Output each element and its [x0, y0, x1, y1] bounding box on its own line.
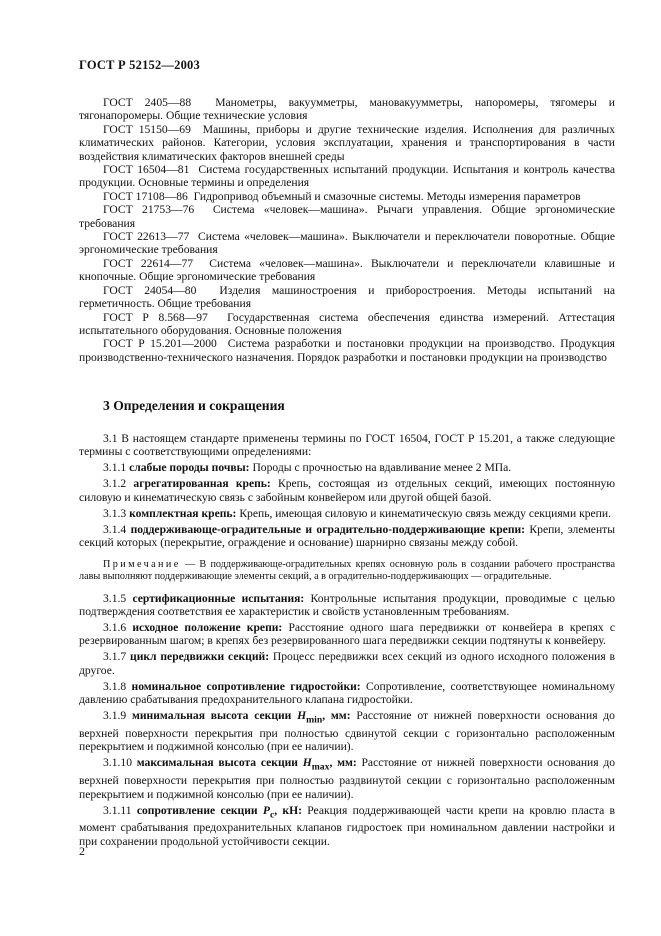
reference-item: ГОСТ 22614—77 Система «человек—машина». Выключатели и переключатели клавишные и кнопочные. Общие эргономические требования [79, 256, 616, 284]
reference-item: ГОСТ 22613—77 Система «человек—машина». Выключатели и переключатели поворотные. Общие эргономические требования [79, 230, 615, 257]
term-item: 3.1.9 минимальная высота секции $H_{min}$, мм: Расстояние от нижней поверхности основания до верхней поверхности перекрытия при полностью сдвинутой секции с горизонтально расположенным перекрытием и поджимной консолью (при ее наличии). [79, 709, 615, 754]
term-item: 3.1.4 поддерживающе-оградительные и оградительно-поддерживающие крепи: Крепи, элементы секций которых (перекрытие, ограждение и основание) шарнирно связаны между собой. [79, 522, 616, 550]
term-item: 3.1.8 номинальное сопротивление гидростойки: Сопротивление, соответствующее номинальному давлению срабатывания предохранительного клапана гидростойки. [79, 679, 616, 707]
term-item: 3.1.5 сертификационные испытания: Контрольные испытания продукции, проводимые с целью подтверждения соответствия ее характеристик и свойств установленным требованиям. [79, 591, 615, 619]
reference-item: ГОСТ 24054—80 Изделия машиностроения и приборостроения. Методы испытаний на герметичность. Общие требования [79, 283, 615, 311]
note: Примечание — В поддерживающе-оградительных крепях основную роль в создании рабочего пространства лавы выполняют поддерживающие элементы секций, а в оградительно-поддерживающих — оградительные. [79, 558, 616, 582]
term-item: 3.1.6 исходное положение крепи: Расстояние одного шага передвижки от конвейера в крепях с резервированным шагом; в крепях без резервированного шага передвижки секции подтянуты к конвейеру. [79, 621, 616, 648]
references-list [79, 96, 615, 364]
reference-item: ГОСТ 15150—69 Машины, приборы и другие технические изделия. Исполнения для различных климатических районов. Категории, условия эксплуатации, хранения и транспортирования в части воздействия климатических факторов внешней среды [79, 122, 615, 163]
term-item: 3.1.1 слабые породы почвы: Породы с прочностью на вдавливание менее 2 МПа. [103, 461, 512, 475]
definitions-body [79, 432, 615, 851]
reference-item: ГОСТ 17108—86 Гидропривод объемный и смазочные системы. Методы измерения параметров [103, 189, 581, 203]
term-item: 3.1.3 комплектная крепь: Крепь, имеющая силовую и кинематическую связь между секциями крепи. [103, 506, 611, 520]
reference-item: ГОСТ Р 8.568—97 Государственная система обеспечения единства измерений. Аттестация испытательного оборудования. Основные положения [79, 310, 615, 337]
reference-item: ГОСТ 16504—81 Система государственных испытаний продукции. Испытания и контроль качества продукции. Основные термины и определения [79, 163, 615, 190]
section-title: 3 Определения и сокращения [103, 398, 285, 413]
term-item: 3.1.2 агрегатированная крепь: Крепь, состоящая из отдельных секций, имеющих постоянную силовую и кинематическую связь с забойным конвейером или другой общей базой. [79, 477, 616, 504]
reference-item: ГОСТ 2405—88 Манометры, вакуумметры, мановакуумметры, напоромеры, тягомеры и тягонапоромеры. Общие технические условия [79, 96, 615, 123]
term-item: 3.1.7 цикл передвижки секций: Процесс передвижки всех секций из одного исходного положения в другое. [79, 650, 616, 677]
reference-item: ГОСТ Р 15.201—2000 Система разработки и постановки продукции на производство. Продукция производственно-технического назначения. Порядок разработки и постановки продукции на производство [79, 337, 616, 364]
page-number: 2 [79, 844, 85, 858]
term-item: 3.1.10 максимальная высота секции $H_{max}$, мм: Расстояние от нижней поверхности основания до верхней поверхности перекрытия при полностью раздвинутой секции с горизонтально расположенным перекрытием и поджимной консолью (при ее наличии). [79, 756, 616, 801]
section-intro: 3.1 В настоящем стандарте применены термины по ГОСТ 16504, ГОСТ Р 15.201, а также следующие термины с соответствующими определениями: [79, 432, 615, 459]
document-header: ГОСТ Р 52152—2003 [79, 58, 200, 72]
term-item: 3.1.11 сопротивление секции $P_c$, кН: Реакция поддерживающей части крепи на кровлю пласта в момент срабатывания предохранительных клапанов гидростоек при номинальном давлении настройки и при сохранении продольной устойчивости секции. [79, 803, 615, 848]
reference-item: ГОСТ 21753—76 Система «человек—машина». Рычаги управления. Общие эргономические требования [79, 203, 616, 230]
